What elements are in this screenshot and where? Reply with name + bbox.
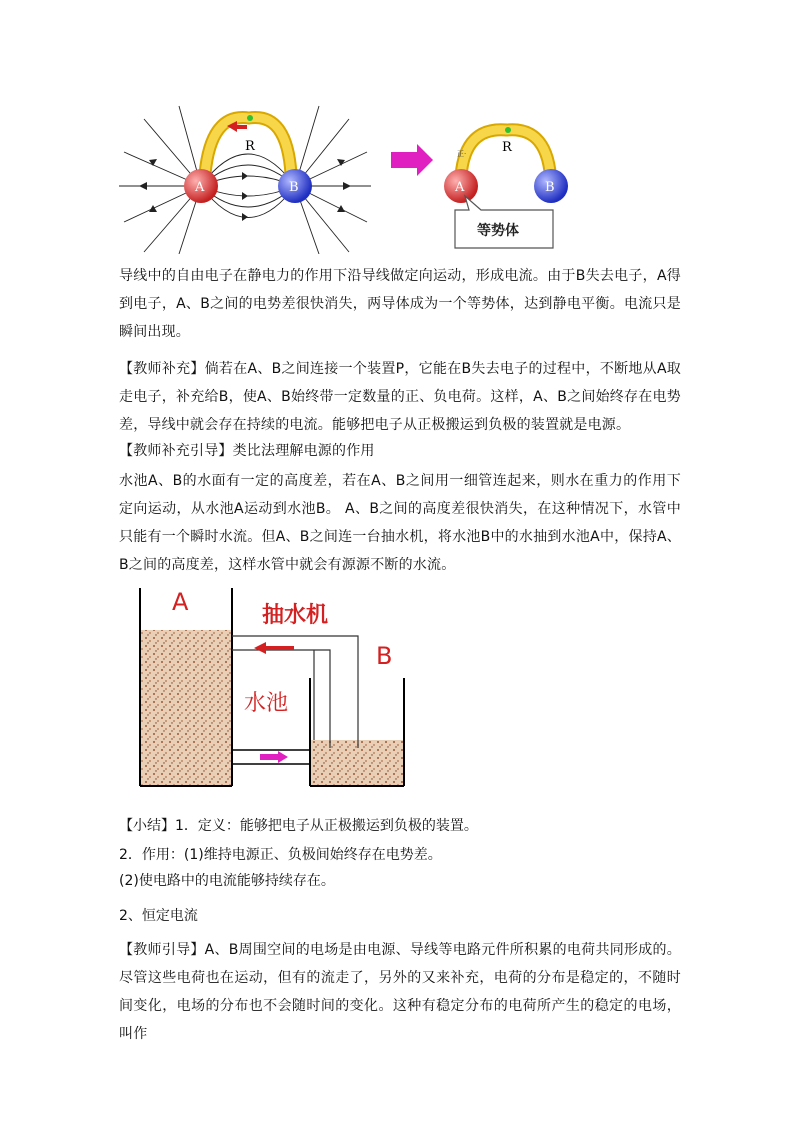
label-A: A — [172, 588, 189, 616]
teacher-guide-steady-text: A、B周围空间的电场是由电源、导线等电路元件所积累的电荷共同形成的。尽管这些电荷也在运动，但有的流走了，另外的又来补充，电荷的分布是稳定的，不随时间变化，电场的分布也不会随时间的变化。这种有稳定分布的电荷所产生的稳定的电场，叫作 — [119, 942, 681, 1042]
label-R-left: R — [245, 139, 255, 154]
teacher-supplement-text: 倘若在A、B之间连接一个装置P，它能在B失去电子的过程中，不断地从A取走电子，补充给B，使A、B始终带一定数量的正、负电荷。这样，A、B之间始终存在电势差，导线中就会存在持续的电流。能够把电子从正极搬运到负极的装置就是电源。 — [119, 361, 681, 433]
flow-arrow-icon — [260, 751, 288, 763]
paragraph-teacher-guide — [119, 437, 681, 465]
paragraph-teacher-guide-steady — [119, 936, 681, 1048]
paragraph-water-analogy: 水池A、B的水面有一定的高度差，若在A、B之间用一细管连起来，则水在重力的作用下定向运动，从水池A运动到水池B。 A、B之间的高度差很快消失，在这种情况下，水管中只能有一个瞬时水流。但A、B之间连一台抽水机，将水池B中的水抽到水池A中，保持A、B之间的高度差，这样水管中就会有源源不断的水流。 — [119, 473, 681, 573]
teacher-guide-steady-tag: 【教师引导】 — [119, 942, 205, 958]
water-pump-figure — [136, 588, 410, 792]
label-B: B — [376, 642, 393, 670]
summary-item-3: (2)使电路中的电流能够持续存在。 — [119, 873, 335, 889]
electric-field-figure — [119, 104, 573, 254]
summary-line-1 — [119, 815, 478, 837]
pool-label: 水池 — [244, 691, 289, 716]
summary-item-1: 1．定义：能够把电子从正极搬运到负极的装置。 — [175, 818, 478, 834]
label-R-right: R — [502, 140, 512, 155]
callout-text: 等势体 — [477, 223, 519, 239]
pool-A-water — [140, 630, 232, 786]
pump-arrow-icon — [254, 642, 294, 654]
teacher-guide-tag: 【教师补充引导】 — [119, 443, 233, 459]
field-arrowheads — [139, 159, 351, 221]
ball-A-label: A — [195, 180, 205, 195]
equipotential-callout — [455, 196, 553, 248]
transition-arrow-icon — [391, 144, 433, 176]
ball-B-right-label: B — [545, 180, 555, 195]
teacher-guide-text: 类比法理解电源的作用 — [232, 443, 375, 459]
summary-tag: 【小结】 — [119, 818, 175, 834]
teacher-supplement-tag: 【教师补充】 — [119, 361, 205, 377]
paragraph-teacher-supplement — [119, 355, 681, 439]
pump-label: 抽水机 — [262, 603, 329, 628]
small-mark: 正· — [457, 150, 467, 158]
paragraph-electron-flow: 导线中的自由电子在静电力的作用下沿导线做定向运动，形成电流。由于B失去电子，A得到电子，A、B之间的电势差很快消失，两导体成为一个等势体，达到静电平衡。电流只是瞬间出现。 — [119, 268, 681, 340]
summary-item-2: 2．作用：(1)维持电源正、负极间始终存在电势差。 — [119, 847, 442, 863]
pool-B-water — [310, 740, 404, 786]
section-heading: 2、恒定电流 — [119, 908, 198, 924]
ball-A-right-label: A — [455, 180, 465, 195]
ball-B-label: B — [289, 180, 299, 195]
